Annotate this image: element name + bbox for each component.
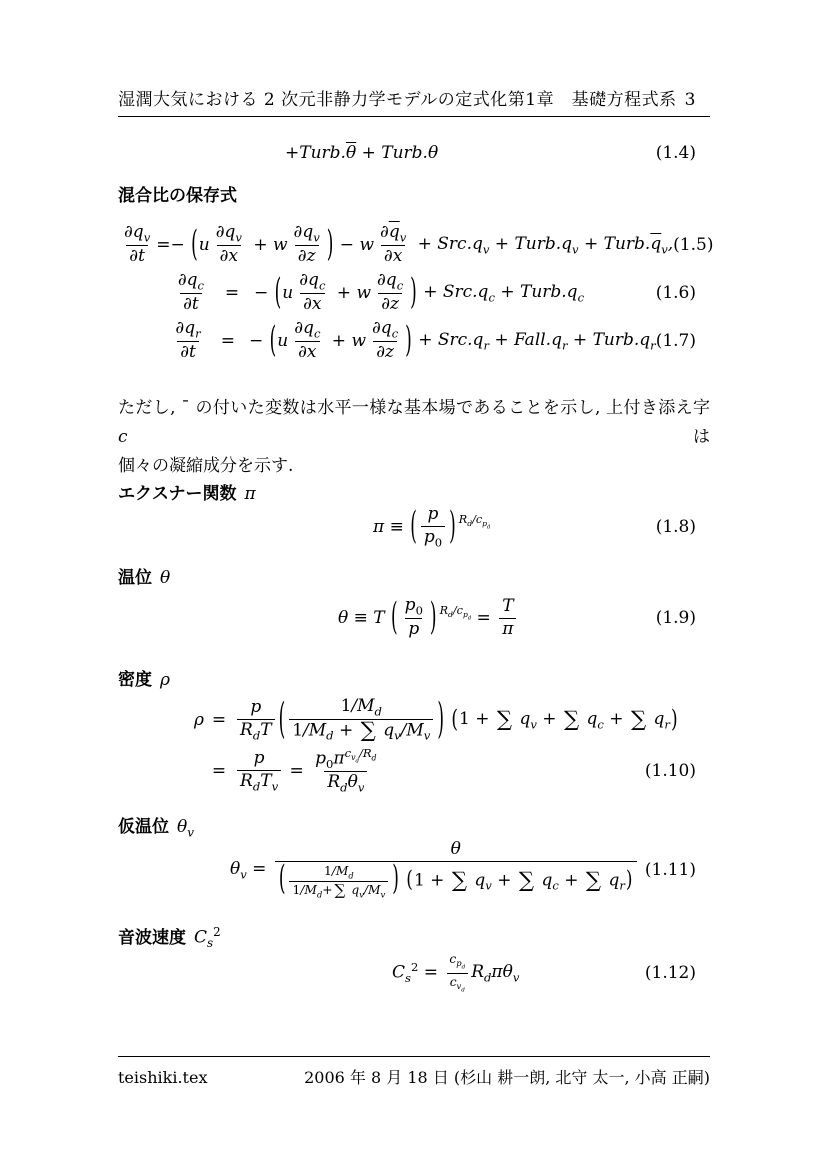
equation-lhs: $\frac{\partial q_c}{\partial t}$	[177, 270, 204, 315]
equation-rhs: − ( u $\frac{\partial q_v}{\partial x}$ + w $\frac{\partial q_v}{\partial z}$ ) − w $\frac{\partial\overline{q}_v}{\partial x}$ + $Src.q_v$ + $Turb.q_v$ + $Turb.\overline{q}_v$,	[170, 222, 674, 267]
equation-number: (1.8)	[655, 517, 696, 537]
equation-rhs: $\frac{p}{R_dT_v}$ = $\frac{p_0\pi^{c_{v_d}/R_d}}{R_d\theta_v}$	[234, 747, 383, 796]
equals-sign: =	[224, 283, 240, 303]
equation-body: $+Turb.\overline{\theta}$ + Turb.θ	[285, 143, 439, 163]
section-symbol: ρ	[160, 670, 170, 690]
section-label: 混合比の保存式	[118, 186, 237, 206]
equals-sign: =	[211, 710, 227, 730]
footer	[118, 1056, 710, 1088]
section-symbol: $C_s^2$	[194, 925, 221, 951]
equation-1-10-line-2	[118, 745, 710, 795]
body-paragraph	[118, 394, 710, 481]
section-heading-density	[118, 665, 710, 690]
equation-rhs: − ( u $\frac{\partial q_c}{\partial x}$ + w $\frac{\partial q_c}{\partial z}$ ) + $Src.q_c$ + $Turb.q_c$	[254, 270, 585, 315]
page-header	[118, 85, 710, 117]
equation-body: $C_s^2$ = $\frac{c_{p_d}}{c_{v_d}}$ $R_d\pi\theta_v$	[392, 951, 520, 994]
equation-1-7	[118, 317, 710, 365]
equation-1-12	[118, 953, 710, 993]
equation-number: (1.10)	[644, 761, 696, 781]
equation-rhs: $\frac{p}{R_dT}$ ( $\frac{1/M_d}{1/M_d + \sum q_v/M_v}$ ) ( 1 + ∑ $q_v$ + ∑ $q_c$ + ∑ $q_r$ )	[234, 696, 679, 743]
section-heading-virtual-potential-temperature	[118, 812, 710, 839]
equation-body: θ ≡ T ( $\frac{p_0}{p}$ ) $^{R_d/c_{p_d}}$ = $\frac{T}{\pi}$	[338, 595, 520, 641]
section-label: 温位	[118, 568, 152, 588]
equation-rhs: − ( u $\frac{\partial q_c}{\partial x}$ + w $\frac{\partial q_c}{\partial z}$ ) + $Src.q_r$ + $Fall.q_r$ + $Turb.q_r$	[249, 318, 656, 363]
equation-lhs: ρ	[194, 710, 204, 730]
footer-date-authors: 2006 年 8 月 18 日 (杉山 耕一朗, 北守 太一, 小高 正嗣)	[304, 1068, 710, 1087]
footer-filename: teishiki.tex	[118, 1068, 208, 1087]
section-label: エクスナー関数	[118, 484, 237, 504]
section-heading-potential-temperature	[118, 563, 710, 588]
equation-1-10-line-1	[118, 692, 710, 748]
equals-sign: =	[220, 331, 235, 351]
section-label: 音波速度	[118, 928, 186, 948]
equation-1-5	[118, 221, 714, 269]
equation-body: $\theta_v$ = θ ( $\frac{1/M_d}{1/M_d+ \sum q_v/M_v}$ ) ( 1 + ∑ $q_v$ + ∑ $q_c$ + ∑ $q_r$ )	[230, 839, 640, 900]
section-symbol: $\theta_v$	[177, 817, 194, 840]
equation-lhs: $\frac{\partial q_v}{\partial t}$	[124, 222, 151, 267]
section-heading-mixing-ratio	[118, 181, 710, 206]
section-heading-sound-speed	[118, 923, 710, 950]
section-symbol: π	[244, 484, 256, 504]
equation-number: (1.9)	[655, 608, 696, 628]
equation-number: (1.5)	[673, 235, 714, 255]
header-title: 湿潤大気における 2 次元非静力学モデルの定式化第1章 基礎方程式系	[118, 90, 677, 110]
equation-number: (1.11)	[644, 860, 696, 880]
equation-1-10	[118, 692, 710, 794]
equation-number: (1.7)	[655, 331, 696, 351]
section-symbol: θ	[160, 568, 171, 588]
equation-group-1-5-to-1-7	[118, 221, 714, 365]
paragraph-line-1: ただし, ¯ の付いた変数は水平一様な基本場であることを示し, 上付き添え字 c は	[118, 398, 710, 447]
equation-1-4	[118, 140, 710, 166]
equals-sign: =	[211, 761, 227, 781]
equation-number: (1.6)	[655, 283, 696, 303]
equation-number: (1.12)	[644, 963, 696, 983]
equation-1-8	[118, 503, 710, 551]
paragraph-line-2: 個々の凝縮成分を示す.	[118, 456, 294, 476]
page-number: 3	[684, 90, 696, 110]
equation-number: (1.4)	[655, 143, 696, 163]
equation-1-6	[118, 269, 710, 317]
equation-1-11	[118, 838, 710, 902]
equation-body: π ≡ ( $\frac{p}{p_0}$ ) $^{R_d/c_{p_d}}$	[373, 504, 491, 550]
equals-sign: =	[156, 235, 171, 255]
section-heading-exner-function	[118, 479, 710, 504]
equation-lhs: $\frac{\partial q_r}{\partial t}$	[175, 318, 201, 363]
equation-1-9	[118, 594, 710, 642]
section-label: 仮温位	[118, 817, 169, 837]
section-label: 密度	[118, 670, 152, 690]
